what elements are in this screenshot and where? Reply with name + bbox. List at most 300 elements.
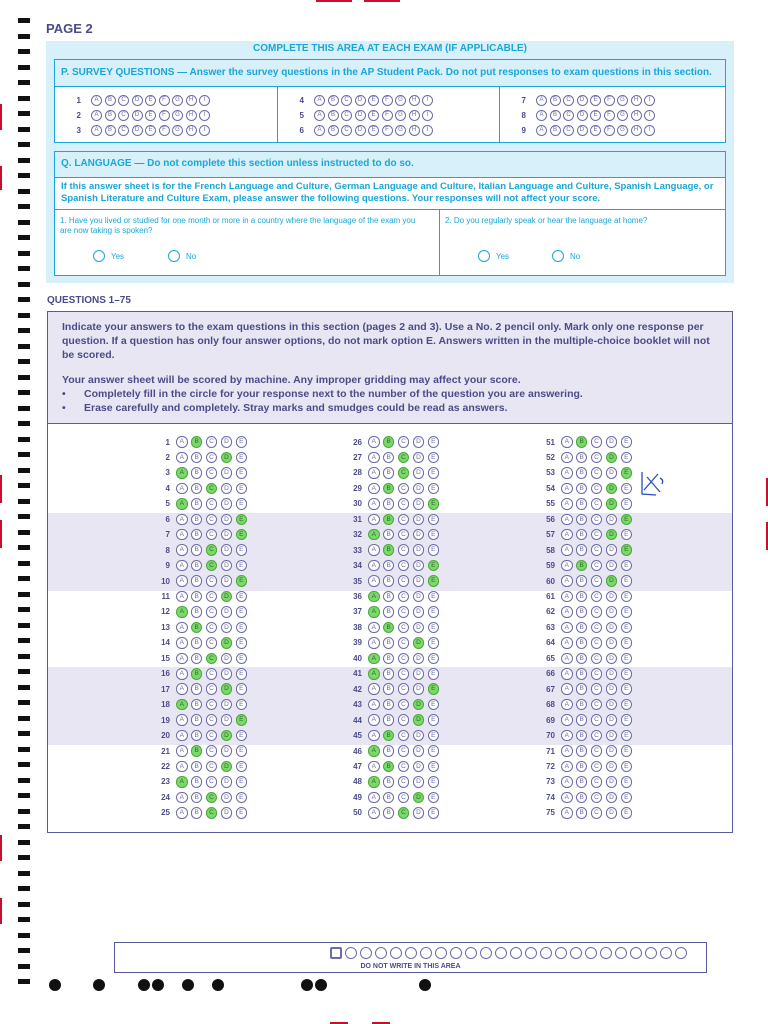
answer-bubble[interactable]: E bbox=[236, 606, 248, 618]
survey-bubble[interactable]: D bbox=[355, 95, 366, 106]
answer-bubble[interactable]: E bbox=[428, 745, 440, 757]
answer-bubble[interactable]: A bbox=[176, 560, 188, 572]
answer-bubble[interactable]: D bbox=[606, 622, 618, 634]
answer-bubble[interactable]: D bbox=[606, 575, 618, 587]
answer-bubble[interactable]: A bbox=[368, 714, 380, 726]
answer-bubble[interactable]: E bbox=[428, 560, 440, 572]
survey-bubble[interactable]: A bbox=[91, 95, 102, 106]
answer-bubble[interactable]: C bbox=[206, 622, 218, 634]
answer-bubble[interactable]: B bbox=[383, 730, 395, 742]
answer-bubble[interactable]: A bbox=[561, 452, 573, 464]
survey-bubble[interactable]: B bbox=[328, 125, 339, 136]
answer-bubble[interactable]: D bbox=[221, 483, 233, 495]
answer-bubble[interactable]: E bbox=[621, 637, 633, 649]
answer-bubble[interactable]: D bbox=[221, 668, 233, 680]
answer-bubble[interactable]: D bbox=[221, 653, 233, 665]
survey-bubble[interactable]: G bbox=[395, 125, 406, 136]
answer-bubble[interactable]: B bbox=[576, 761, 588, 773]
answer-bubble[interactable]: C bbox=[591, 730, 603, 742]
answer-bubble[interactable]: A bbox=[176, 622, 188, 634]
answer-bubble[interactable]: B bbox=[576, 807, 588, 819]
answer-bubble[interactable]: A bbox=[368, 653, 380, 665]
answer-bubble[interactable]: A bbox=[176, 606, 188, 618]
answer-bubble[interactable]: C bbox=[206, 529, 218, 541]
survey-bubble[interactable]: C bbox=[118, 95, 129, 106]
radio-circle[interactable] bbox=[168, 250, 180, 262]
answer-bubble[interactable]: B bbox=[576, 714, 588, 726]
answer-bubble[interactable]: B bbox=[191, 792, 203, 804]
answer-bubble[interactable]: C bbox=[398, 807, 410, 819]
answer-bubble[interactable]: A bbox=[176, 637, 188, 649]
answer-bubble[interactable]: B bbox=[191, 776, 203, 788]
answer-bubble[interactable]: C bbox=[206, 591, 218, 603]
answer-bubble[interactable]: B bbox=[191, 483, 203, 495]
answer-bubble[interactable]: C bbox=[206, 714, 218, 726]
answer-bubble[interactable]: C bbox=[398, 591, 410, 603]
answer-bubble[interactable]: C bbox=[398, 683, 410, 695]
answer-bubble[interactable]: A bbox=[176, 776, 188, 788]
survey-bubble[interactable]: H bbox=[409, 110, 420, 121]
answer-bubble[interactable]: B bbox=[191, 761, 203, 773]
answer-bubble[interactable]: B bbox=[191, 606, 203, 618]
answer-bubble[interactable]: D bbox=[606, 467, 618, 479]
survey-bubble[interactable]: F bbox=[382, 125, 393, 136]
answer-bubble[interactable]: E bbox=[236, 498, 248, 510]
answer-bubble[interactable]: E bbox=[236, 699, 248, 711]
answer-bubble[interactable]: C bbox=[398, 745, 410, 757]
answer-bubble[interactable]: D bbox=[413, 544, 425, 556]
survey-bubble[interactable]: E bbox=[590, 125, 601, 136]
answer-bubble[interactable]: A bbox=[368, 637, 380, 649]
answer-bubble[interactable]: E bbox=[621, 668, 633, 680]
answer-bubble[interactable]: A bbox=[561, 560, 573, 572]
answer-bubble[interactable]: A bbox=[176, 436, 188, 448]
survey-bubble[interactable]: D bbox=[132, 110, 143, 121]
answer-bubble[interactable]: E bbox=[621, 529, 633, 541]
answer-bubble[interactable]: A bbox=[368, 529, 380, 541]
answer-bubble[interactable]: D bbox=[413, 761, 425, 773]
answer-bubble[interactable]: C bbox=[398, 637, 410, 649]
answer-bubble[interactable]: D bbox=[606, 436, 618, 448]
answer-bubble[interactable]: B bbox=[576, 436, 588, 448]
answer-bubble[interactable]: A bbox=[561, 498, 573, 510]
answer-bubble[interactable]: C bbox=[591, 653, 603, 665]
answer-bubble[interactable]: C bbox=[398, 529, 410, 541]
answer-bubble[interactable]: A bbox=[176, 653, 188, 665]
answer-bubble[interactable]: E bbox=[428, 653, 440, 665]
answer-bubble[interactable]: E bbox=[621, 761, 633, 773]
answer-bubble[interactable]: C bbox=[398, 668, 410, 680]
answer-bubble[interactable]: B bbox=[576, 575, 588, 587]
answer-bubble[interactable]: C bbox=[398, 575, 410, 587]
answer-bubble[interactable]: C bbox=[206, 699, 218, 711]
answer-bubble[interactable]: C bbox=[206, 653, 218, 665]
answer-bubble[interactable]: C bbox=[591, 807, 603, 819]
answer-bubble[interactable]: D bbox=[413, 730, 425, 742]
answer-bubble[interactable]: E bbox=[428, 483, 440, 495]
survey-bubble[interactable]: F bbox=[604, 95, 615, 106]
answer-bubble[interactable]: E bbox=[428, 467, 440, 479]
answer-bubble[interactable]: C bbox=[591, 560, 603, 572]
survey-bubble[interactable]: E bbox=[145, 125, 156, 136]
answer-bubble[interactable]: B bbox=[383, 544, 395, 556]
answer-bubble[interactable]: C bbox=[591, 668, 603, 680]
answer-bubble[interactable]: A bbox=[368, 730, 380, 742]
answer-bubble[interactable]: D bbox=[606, 730, 618, 742]
answer-bubble[interactable]: C bbox=[206, 776, 218, 788]
answer-bubble[interactable]: A bbox=[368, 436, 380, 448]
answer-bubble[interactable]: A bbox=[561, 776, 573, 788]
survey-bubble[interactable]: G bbox=[172, 110, 183, 121]
answer-bubble[interactable]: D bbox=[413, 529, 425, 541]
answer-bubble[interactable]: A bbox=[561, 637, 573, 649]
lang-q1-no-option[interactable] bbox=[168, 250, 196, 262]
survey-bubble[interactable]: C bbox=[563, 110, 574, 121]
answer-bubble[interactable]: A bbox=[561, 591, 573, 603]
answer-bubble[interactable]: B bbox=[383, 714, 395, 726]
survey-bubble[interactable]: F bbox=[382, 95, 393, 106]
answer-bubble[interactable]: D bbox=[221, 560, 233, 572]
answer-bubble[interactable]: D bbox=[606, 529, 618, 541]
survey-bubble[interactable]: B bbox=[105, 125, 116, 136]
answer-bubble[interactable]: C bbox=[206, 668, 218, 680]
answer-bubble[interactable]: A bbox=[368, 761, 380, 773]
answer-bubble[interactable]: E bbox=[621, 544, 633, 556]
answer-bubble[interactable]: C bbox=[206, 807, 218, 819]
radio-circle[interactable] bbox=[552, 250, 564, 262]
survey-bubble[interactable]: H bbox=[631, 95, 642, 106]
answer-bubble[interactable]: D bbox=[413, 483, 425, 495]
survey-bubble[interactable]: D bbox=[355, 125, 366, 136]
survey-bubble[interactable]: C bbox=[118, 125, 129, 136]
answer-bubble[interactable]: E bbox=[428, 699, 440, 711]
survey-bubble[interactable]: B bbox=[550, 110, 561, 121]
answer-bubble[interactable]: C bbox=[398, 606, 410, 618]
answer-bubble[interactable]: A bbox=[176, 544, 188, 556]
answer-bubble[interactable]: A bbox=[176, 668, 188, 680]
answer-bubble[interactable]: C bbox=[398, 498, 410, 510]
answer-bubble[interactable]: A bbox=[561, 714, 573, 726]
answer-bubble[interactable]: C bbox=[206, 560, 218, 572]
answer-bubble[interactable]: A bbox=[561, 436, 573, 448]
answer-bubble[interactable]: B bbox=[576, 792, 588, 804]
answer-bubble[interactable]: C bbox=[591, 514, 603, 526]
answer-bubble[interactable]: E bbox=[236, 792, 248, 804]
answer-bubble[interactable]: E bbox=[236, 483, 248, 495]
lang-q2-no-option[interactable] bbox=[552, 250, 580, 262]
survey-bubble[interactable]: A bbox=[314, 95, 325, 106]
answer-bubble[interactable]: E bbox=[428, 792, 440, 804]
answer-bubble[interactable]: E bbox=[428, 807, 440, 819]
answer-bubble[interactable]: A bbox=[561, 745, 573, 757]
answer-bubble[interactable]: B bbox=[383, 498, 395, 510]
answer-bubble[interactable]: B bbox=[576, 529, 588, 541]
answer-bubble[interactable]: B bbox=[191, 467, 203, 479]
answer-bubble[interactable]: C bbox=[398, 560, 410, 572]
answer-bubble[interactable]: C bbox=[398, 544, 410, 556]
survey-bubble[interactable]: G bbox=[617, 125, 628, 136]
answer-bubble[interactable]: C bbox=[398, 730, 410, 742]
answer-bubble[interactable]: D bbox=[221, 575, 233, 587]
survey-bubble[interactable]: I bbox=[422, 110, 433, 121]
answer-bubble[interactable]: C bbox=[398, 483, 410, 495]
answer-bubble[interactable]: B bbox=[191, 730, 203, 742]
survey-bubble[interactable]: C bbox=[341, 125, 352, 136]
answer-bubble[interactable]: B bbox=[383, 637, 395, 649]
answer-bubble[interactable]: B bbox=[383, 467, 395, 479]
answer-bubble[interactable]: E bbox=[621, 467, 633, 479]
answer-bubble[interactable]: D bbox=[413, 514, 425, 526]
answer-bubble[interactable]: C bbox=[591, 606, 603, 618]
answer-bubble[interactable]: E bbox=[428, 575, 440, 587]
answer-bubble[interactable]: E bbox=[236, 637, 248, 649]
answer-bubble[interactable]: B bbox=[383, 606, 395, 618]
answer-bubble[interactable]: C bbox=[206, 514, 218, 526]
answer-bubble[interactable]: C bbox=[206, 467, 218, 479]
answer-bubble[interactable]: E bbox=[621, 730, 633, 742]
answer-bubble[interactable]: E bbox=[621, 560, 633, 572]
answer-bubble[interactable]: E bbox=[621, 591, 633, 603]
answer-bubble[interactable]: B bbox=[576, 544, 588, 556]
survey-bubble[interactable]: H bbox=[186, 95, 197, 106]
survey-bubble[interactable]: I bbox=[422, 125, 433, 136]
answer-bubble[interactable]: E bbox=[236, 514, 248, 526]
answer-bubble[interactable]: A bbox=[368, 467, 380, 479]
answer-bubble[interactable]: C bbox=[591, 544, 603, 556]
answer-bubble[interactable]: D bbox=[606, 683, 618, 695]
answer-bubble[interactable]: B bbox=[576, 498, 588, 510]
answer-bubble[interactable]: C bbox=[206, 498, 218, 510]
answer-bubble[interactable]: A bbox=[561, 761, 573, 773]
answer-bubble[interactable]: B bbox=[191, 653, 203, 665]
survey-bubble[interactable]: E bbox=[368, 110, 379, 121]
radio-circle[interactable] bbox=[93, 250, 105, 262]
survey-bubble[interactable]: C bbox=[563, 95, 574, 106]
answer-bubble[interactable]: E bbox=[236, 653, 248, 665]
answer-bubble[interactable]: E bbox=[236, 761, 248, 773]
answer-bubble[interactable]: B bbox=[383, 514, 395, 526]
answer-bubble[interactable]: E bbox=[621, 776, 633, 788]
answer-bubble[interactable]: D bbox=[413, 452, 425, 464]
answer-bubble[interactable]: D bbox=[413, 699, 425, 711]
answer-bubble[interactable]: A bbox=[368, 683, 380, 695]
radio-circle[interactable] bbox=[478, 250, 490, 262]
answer-bubble[interactable]: C bbox=[398, 761, 410, 773]
answer-bubble[interactable]: B bbox=[383, 745, 395, 757]
answer-bubble[interactable]: D bbox=[221, 498, 233, 510]
answer-bubble[interactable]: B bbox=[191, 637, 203, 649]
answer-bubble[interactable]: B bbox=[383, 575, 395, 587]
answer-bubble[interactable]: B bbox=[576, 730, 588, 742]
answer-bubble[interactable]: A bbox=[176, 529, 188, 541]
answer-bubble[interactable]: E bbox=[428, 730, 440, 742]
answer-bubble[interactable]: E bbox=[428, 606, 440, 618]
answer-bubble[interactable]: A bbox=[561, 792, 573, 804]
answer-bubble[interactable]: A bbox=[368, 575, 380, 587]
answer-bubble[interactable]: B bbox=[383, 668, 395, 680]
answer-bubble[interactable]: A bbox=[368, 544, 380, 556]
answer-bubble[interactable]: C bbox=[206, 483, 218, 495]
answer-bubble[interactable]: E bbox=[428, 683, 440, 695]
answer-bubble[interactable]: E bbox=[236, 622, 248, 634]
survey-bubble[interactable]: G bbox=[617, 95, 628, 106]
answer-bubble[interactable]: C bbox=[591, 483, 603, 495]
answer-bubble[interactable]: C bbox=[591, 745, 603, 757]
answer-bubble[interactable]: A bbox=[368, 807, 380, 819]
answer-bubble[interactable]: C bbox=[206, 606, 218, 618]
survey-bubble[interactable]: G bbox=[395, 110, 406, 121]
answer-bubble[interactable]: D bbox=[413, 591, 425, 603]
answer-bubble[interactable]: A bbox=[176, 683, 188, 695]
answer-bubble[interactable]: B bbox=[576, 637, 588, 649]
answer-bubble[interactable]: B bbox=[191, 591, 203, 603]
answer-bubble[interactable]: A bbox=[176, 467, 188, 479]
answer-bubble[interactable]: C bbox=[591, 637, 603, 649]
answer-bubble[interactable]: A bbox=[561, 730, 573, 742]
answer-bubble[interactable]: C bbox=[206, 637, 218, 649]
answer-bubble[interactable]: D bbox=[221, 514, 233, 526]
answer-bubble[interactable]: D bbox=[221, 761, 233, 773]
survey-bubble[interactable]: I bbox=[644, 110, 655, 121]
answer-bubble[interactable]: C bbox=[591, 591, 603, 603]
answer-bubble[interactable]: E bbox=[428, 529, 440, 541]
answer-bubble[interactable]: B bbox=[383, 560, 395, 572]
answer-bubble[interactable]: B bbox=[191, 807, 203, 819]
answer-bubble[interactable]: B bbox=[383, 622, 395, 634]
answer-bubble[interactable]: D bbox=[221, 436, 233, 448]
answer-bubble[interactable]: A bbox=[176, 730, 188, 742]
answer-bubble[interactable]: E bbox=[236, 714, 248, 726]
answer-bubble[interactable]: B bbox=[576, 452, 588, 464]
answer-bubble[interactable]: A bbox=[561, 575, 573, 587]
survey-bubble[interactable]: C bbox=[118, 110, 129, 121]
survey-bubble[interactable]: A bbox=[536, 110, 547, 121]
answer-bubble[interactable]: D bbox=[221, 529, 233, 541]
answer-bubble[interactable]: C bbox=[206, 761, 218, 773]
answer-bubble[interactable]: E bbox=[428, 498, 440, 510]
survey-bubble[interactable]: D bbox=[132, 125, 143, 136]
answer-bubble[interactable]: A bbox=[368, 483, 380, 495]
answer-bubble[interactable]: D bbox=[606, 776, 618, 788]
answer-bubble[interactable]: C bbox=[206, 452, 218, 464]
answer-bubble[interactable]: D bbox=[606, 637, 618, 649]
answer-bubble[interactable]: D bbox=[413, 683, 425, 695]
answer-bubble[interactable]: D bbox=[413, 436, 425, 448]
answer-bubble[interactable]: E bbox=[236, 730, 248, 742]
answer-bubble[interactable]: C bbox=[591, 776, 603, 788]
answer-bubble[interactable]: E bbox=[236, 683, 248, 695]
answer-bubble[interactable]: B bbox=[576, 467, 588, 479]
answer-bubble[interactable]: E bbox=[428, 714, 440, 726]
survey-bubble[interactable]: H bbox=[631, 125, 642, 136]
answer-bubble[interactable]: D bbox=[221, 637, 233, 649]
survey-bubble[interactable]: I bbox=[199, 110, 210, 121]
answer-bubble[interactable]: B bbox=[383, 776, 395, 788]
answer-bubble[interactable]: D bbox=[606, 498, 618, 510]
answer-bubble[interactable]: C bbox=[398, 436, 410, 448]
answer-bubble[interactable]: C bbox=[206, 683, 218, 695]
answer-bubble[interactable]: A bbox=[561, 807, 573, 819]
answer-bubble[interactable]: C bbox=[206, 544, 218, 556]
survey-bubble[interactable]: A bbox=[91, 110, 102, 121]
answer-bubble[interactable]: E bbox=[621, 807, 633, 819]
answer-bubble[interactable]: E bbox=[621, 683, 633, 695]
answer-bubble[interactable]: C bbox=[206, 745, 218, 757]
answer-bubble[interactable]: C bbox=[591, 467, 603, 479]
survey-bubble[interactable]: C bbox=[563, 125, 574, 136]
survey-bubble[interactable]: D bbox=[577, 125, 588, 136]
answer-bubble[interactable]: E bbox=[428, 761, 440, 773]
survey-bubble[interactable]: H bbox=[186, 110, 197, 121]
answer-bubble[interactable]: E bbox=[621, 745, 633, 757]
answer-bubble[interactable]: B bbox=[191, 436, 203, 448]
survey-bubble[interactable]: E bbox=[590, 95, 601, 106]
answer-bubble[interactable]: C bbox=[591, 792, 603, 804]
survey-bubble[interactable]: B bbox=[550, 95, 561, 106]
answer-bubble[interactable]: A bbox=[368, 745, 380, 757]
survey-bubble[interactable]: B bbox=[550, 125, 561, 136]
answer-bubble[interactable]: B bbox=[191, 714, 203, 726]
survey-bubble[interactable]: A bbox=[536, 125, 547, 136]
answer-bubble[interactable]: D bbox=[413, 467, 425, 479]
answer-bubble[interactable]: C bbox=[206, 730, 218, 742]
survey-bubble[interactable]: E bbox=[368, 125, 379, 136]
answer-bubble[interactable]: E bbox=[236, 807, 248, 819]
answer-bubble[interactable]: A bbox=[561, 467, 573, 479]
answer-bubble[interactable]: E bbox=[428, 436, 440, 448]
answer-bubble[interactable]: B bbox=[191, 529, 203, 541]
answer-bubble[interactable]: E bbox=[621, 792, 633, 804]
answer-bubble[interactable]: D bbox=[221, 745, 233, 757]
answer-bubble[interactable]: B bbox=[383, 436, 395, 448]
answer-bubble[interactable]: A bbox=[368, 591, 380, 603]
answer-bubble[interactable]: E bbox=[236, 776, 248, 788]
answer-bubble[interactable]: E bbox=[428, 776, 440, 788]
survey-bubble[interactable]: E bbox=[145, 110, 156, 121]
answer-bubble[interactable]: D bbox=[606, 560, 618, 572]
answer-bubble[interactable]: D bbox=[413, 668, 425, 680]
survey-bubble[interactable]: I bbox=[644, 125, 655, 136]
answer-bubble[interactable]: E bbox=[428, 544, 440, 556]
answer-bubble[interactable]: B bbox=[576, 683, 588, 695]
answer-bubble[interactable]: D bbox=[606, 483, 618, 495]
answer-bubble[interactable]: E bbox=[236, 544, 248, 556]
answer-bubble[interactable]: B bbox=[576, 653, 588, 665]
answer-bubble[interactable]: A bbox=[176, 498, 188, 510]
answer-bubble[interactable]: C bbox=[398, 653, 410, 665]
answer-bubble[interactable]: D bbox=[606, 699, 618, 711]
answer-bubble[interactable]: B bbox=[576, 699, 588, 711]
survey-bubble[interactable]: A bbox=[314, 110, 325, 121]
survey-bubble[interactable]: C bbox=[341, 110, 352, 121]
survey-bubble[interactable]: C bbox=[341, 95, 352, 106]
survey-bubble[interactable]: G bbox=[172, 125, 183, 136]
answer-bubble[interactable]: A bbox=[561, 514, 573, 526]
answer-bubble[interactable]: B bbox=[191, 622, 203, 634]
answer-bubble[interactable]: D bbox=[413, 792, 425, 804]
survey-bubble[interactable]: A bbox=[536, 95, 547, 106]
answer-bubble[interactable]: E bbox=[621, 483, 633, 495]
answer-bubble[interactable]: C bbox=[591, 683, 603, 695]
answer-bubble[interactable]: A bbox=[176, 591, 188, 603]
answer-bubble[interactable]: B bbox=[576, 622, 588, 634]
survey-bubble[interactable]: D bbox=[132, 95, 143, 106]
answer-bubble[interactable]: D bbox=[606, 792, 618, 804]
answer-bubble[interactable]: B bbox=[191, 668, 203, 680]
answer-bubble[interactable]: B bbox=[383, 653, 395, 665]
answer-bubble[interactable]: A bbox=[368, 498, 380, 510]
answer-bubble[interactable]: C bbox=[591, 622, 603, 634]
